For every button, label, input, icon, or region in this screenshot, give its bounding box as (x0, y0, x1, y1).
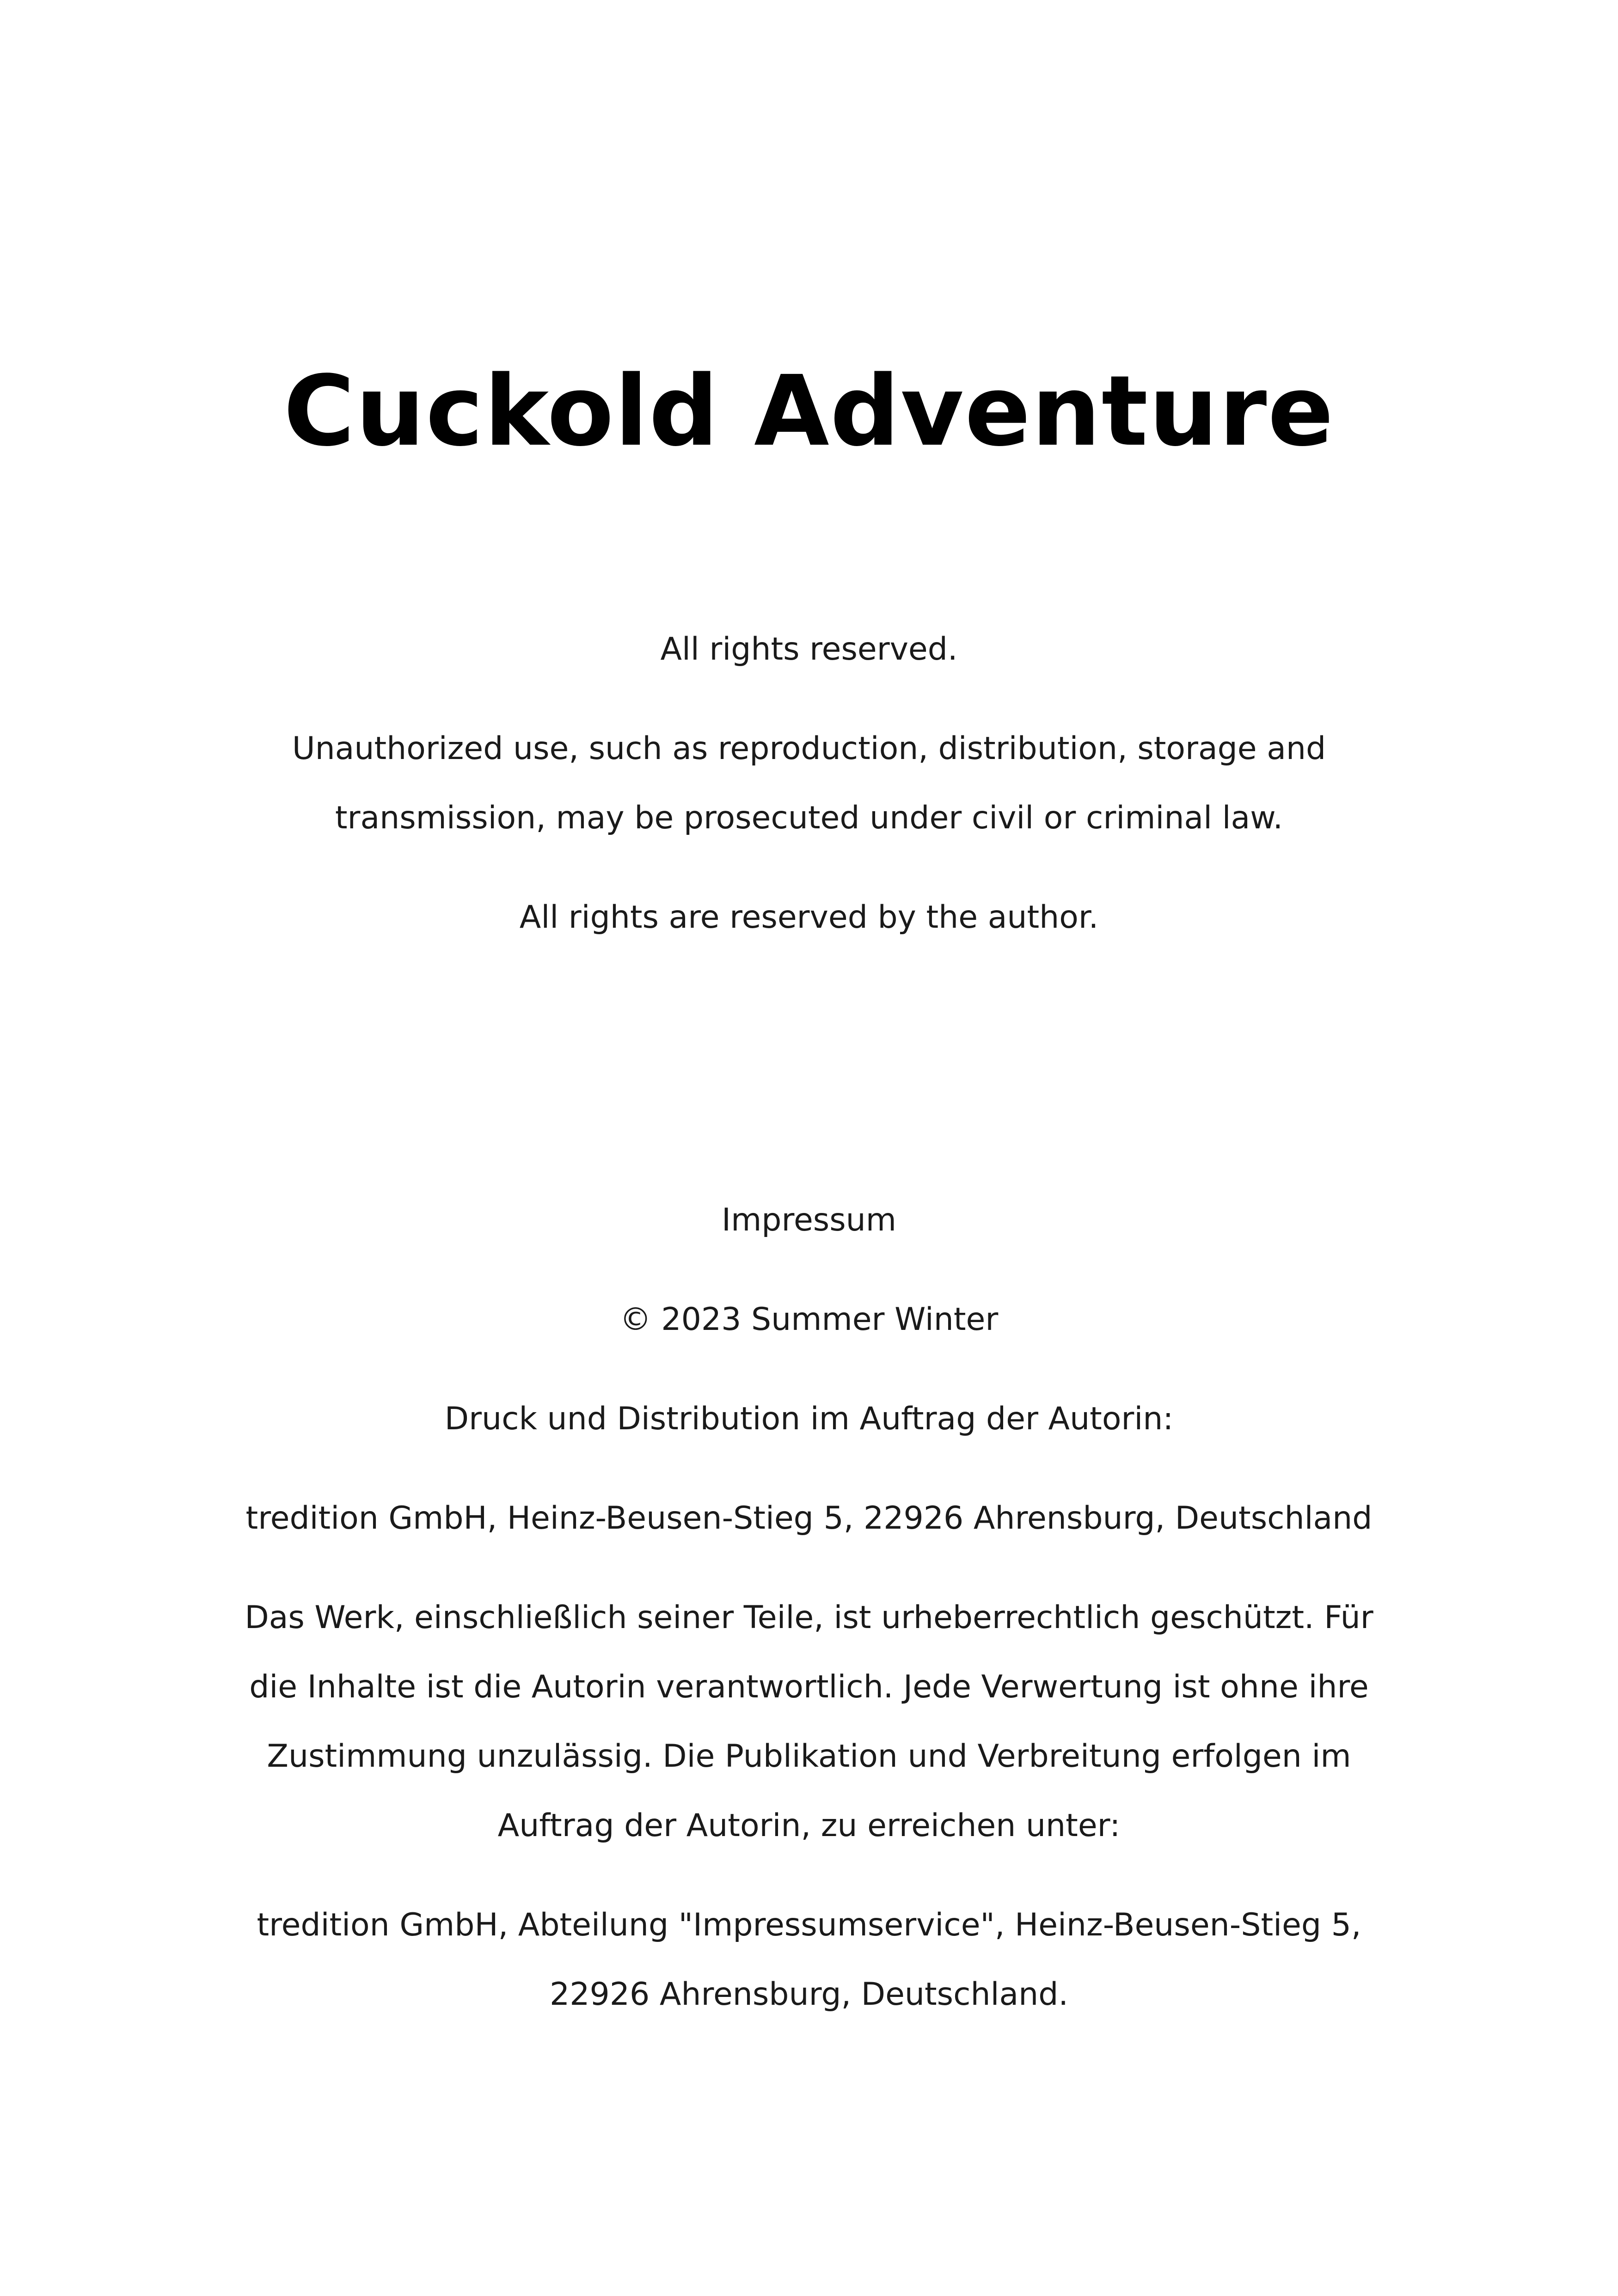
author-rights-text: All rights are reserved by the author. (519, 899, 1099, 936)
contact-address-line1: tredition GmbH, Abteilung "Impressumservice", Heinz-Beusen-Stieg 5, (257, 1907, 1361, 1943)
publisher-address-text: tredition GmbH, Heinz-Beusen-Stieg 5, 22926 Ahrensburg, Deutschland (245, 1500, 1373, 1537)
copyright-text: © 2023 Summer Winter (619, 1301, 999, 1338)
distribution-commission-text: Druck und Distribution im Auftrag der Autorin: (444, 1401, 1174, 1437)
copyright-notice-line2: die Inhalte ist die Autorin verantwortlich. Jede Verwertung ist ohne ihre (249, 1669, 1369, 1705)
copyright-notice-line4: Auftrag der Autorin, zu erreichen unter: (497, 1807, 1121, 1844)
book-title: Cuckold Adventure (283, 355, 1335, 468)
copyright-notice-line3: Zustimmung unzulässig. Die Publikation und Verbreitung erfolgen im (267, 1738, 1351, 1775)
unauthorized-use-text-line1: Unauthorized use, such as reproduction, distribution, storage and (292, 730, 1326, 767)
rights-reserved-text: All rights reserved. (660, 631, 958, 667)
unauthorized-use-text-line2: transmission, may be prosecuted under civil or criminal law. (335, 800, 1283, 836)
contact-address-line2: 22926 Ahrensburg, Deutschland. (549, 1976, 1069, 2013)
impressum-heading: Impressum (722, 1202, 896, 1238)
copyright-notice-line1: Das Werk, einschließlich seiner Teile, ist urheberrechtlich geschützt. Für (245, 1599, 1373, 1636)
